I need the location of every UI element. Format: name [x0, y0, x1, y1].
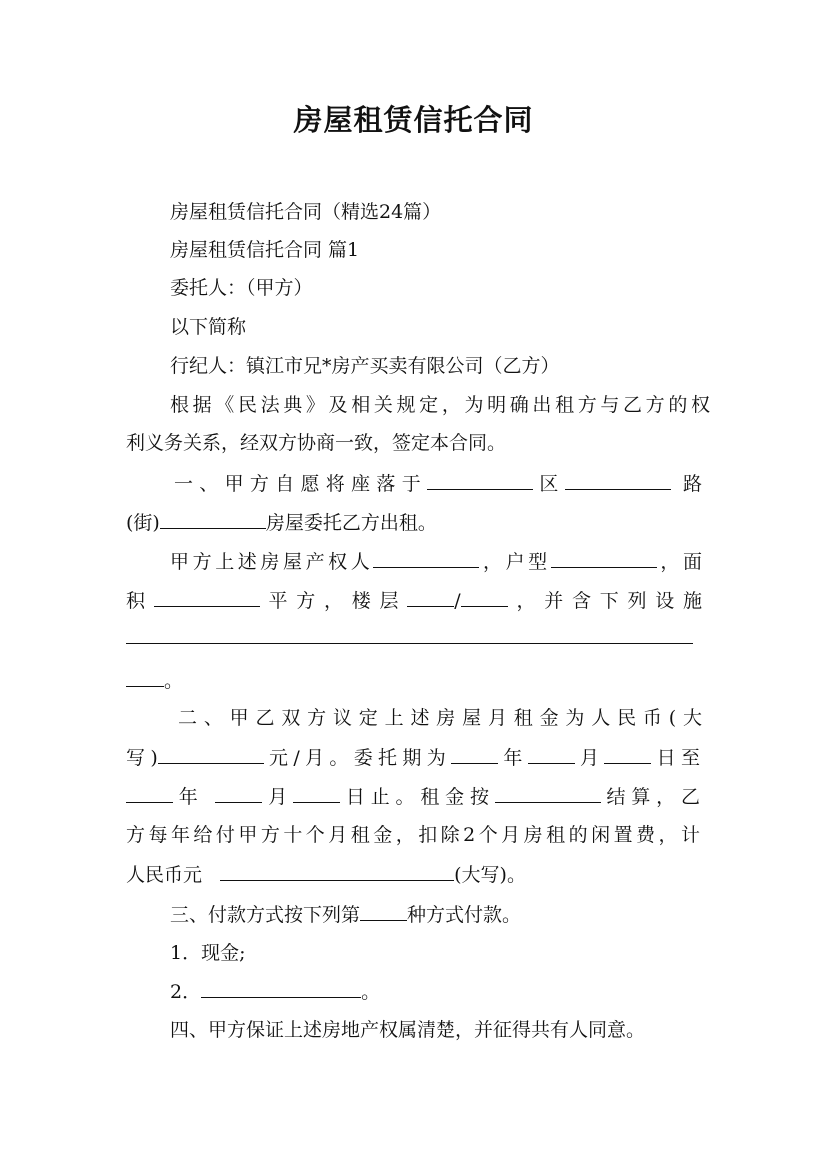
paragraph-agent: 行纪人：镇江市兄*房产买卖有限公司（乙方）: [170, 355, 560, 377]
paragraph-abbreviation: 以下简称: [170, 316, 247, 338]
text: 月: [574, 747, 605, 769]
text: 路: [682, 473, 702, 495]
blank-field: [495, 784, 601, 803]
text: 年: [498, 747, 528, 769]
clause-2-line1: [170, 549, 702, 574]
text: 一、甲方自愿将座落于: [174, 473, 428, 495]
blank-field: [565, 471, 671, 490]
blank-field: [293, 784, 340, 803]
clause-4-option-1: 1．现金;: [170, 942, 246, 964]
blank-field: [551, 549, 657, 568]
text: (街): [126, 512, 160, 534]
text: ，并含下列设施: [507, 590, 702, 612]
text: 三、付款方式按下列第: [170, 904, 361, 926]
paragraph-preamble-line1: [170, 393, 710, 417]
blank-field: [126, 668, 164, 687]
blank-field: [604, 745, 651, 764]
blank-field-full-line: [126, 642, 693, 644]
clause-4-option-2: [170, 979, 710, 1004]
blank-field: [215, 784, 262, 803]
text: 月: [262, 786, 294, 808]
paragraph-subtitle: 房屋租赁信托合同（精选24篇）: [170, 201, 442, 223]
text: 区: [533, 473, 565, 495]
text: 甲方上述房屋产权人: [170, 551, 374, 573]
clause-3-line2: [126, 745, 700, 770]
blank-field: [220, 862, 454, 881]
paragraph-preamble-line2: 利义务关系，经双方协商一致，签定本合同。: [126, 432, 507, 454]
blank-field: [360, 902, 407, 921]
text: ，面: [656, 551, 702, 573]
text: 平方，楼层: [259, 590, 408, 612]
clause-4-line1: [170, 902, 710, 927]
paragraph-section-heading: 房屋租赁信托合同 篇1: [170, 239, 360, 261]
text: 日至: [651, 747, 700, 769]
text: 房屋委托乙方出租。: [265, 512, 437, 534]
blank-field: [160, 510, 266, 529]
text: 年: [173, 786, 204, 808]
blank-field: [158, 745, 264, 764]
clause-2-line3: [126, 628, 706, 644]
clause-2-line2: [126, 588, 702, 613]
clause-2-line4: [126, 668, 706, 693]
text: 2．: [170, 981, 202, 1003]
clause-3-line4: [126, 823, 700, 847]
blank-field: [461, 588, 508, 607]
text: 。: [164, 670, 184, 692]
text: 写): [126, 747, 158, 769]
text: (大写)。: [454, 864, 526, 886]
blank-field: [154, 588, 260, 607]
text: 方每年给付甲方十个月租金，扣除2个月房租的闲置费，计: [126, 824, 700, 846]
text: ，户型: [479, 551, 551, 573]
text: 种方式付款。: [407, 904, 522, 926]
blank-field: [427, 471, 533, 490]
blank-field: [451, 745, 498, 764]
blank-field: [126, 784, 173, 803]
clause-3-line1: [178, 706, 702, 730]
text: 结算，乙: [600, 786, 700, 808]
blank-field: [201, 979, 361, 998]
text: 积: [126, 590, 154, 612]
paragraph-principal: 委托人：（甲方）: [170, 277, 313, 299]
blank-field: [373, 549, 479, 568]
blank-field: [528, 745, 575, 764]
text: 。: [361, 981, 381, 1003]
page-title: 房屋租赁信托合同: [293, 103, 534, 137]
clause-3-line3: [126, 784, 700, 809]
text: 元/月。委托期为: [263, 747, 452, 769]
text: 二、甲乙双方议定上述房屋月租金为人民币(大: [178, 707, 702, 729]
text: 日止。租金按: [340, 786, 495, 808]
clause-5-line1: 四、甲方保证上述房地产权属清楚，并征得共有人同意。: [170, 1019, 646, 1041]
text: /: [454, 590, 461, 612]
blank-field: [407, 588, 454, 607]
text: 根据《民法典》及相关规定，为明确出租方与乙方的权: [170, 394, 710, 416]
text: 人民币元: [126, 864, 203, 886]
clause-1-line1: [174, 471, 702, 496]
clause-1-line2: [126, 510, 706, 535]
clause-3-line5: [126, 862, 706, 887]
